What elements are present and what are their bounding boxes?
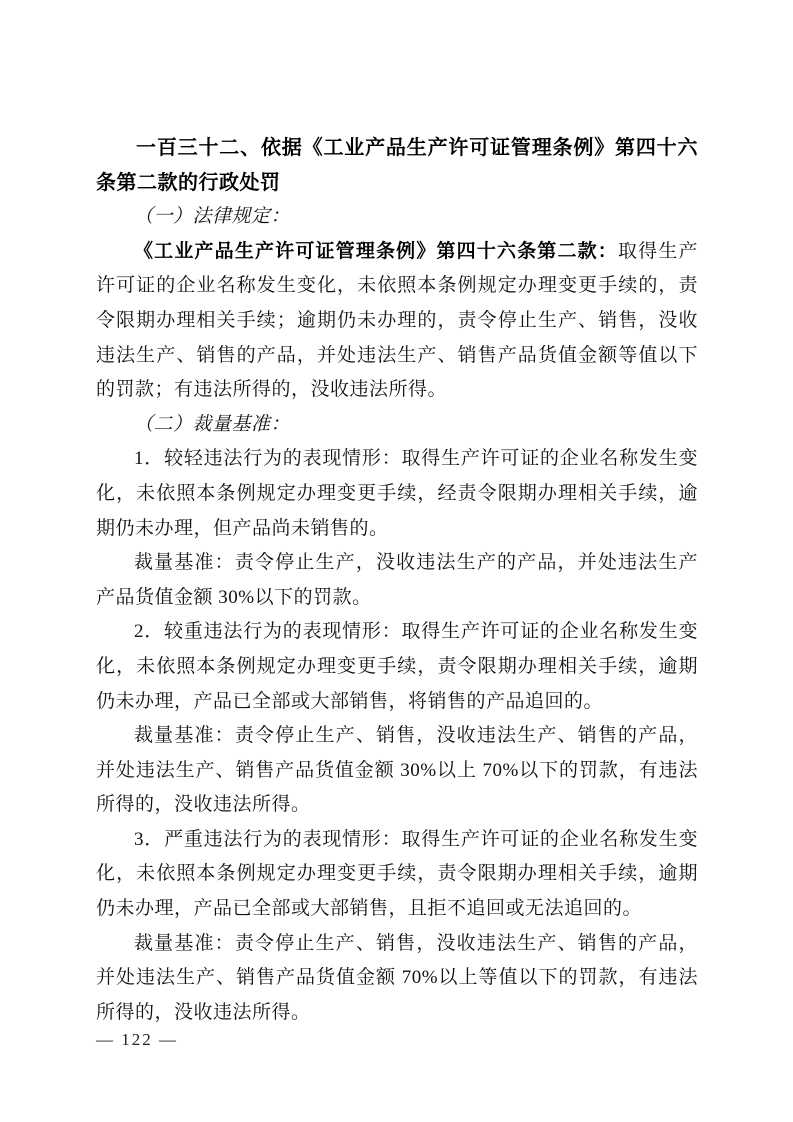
document-content — [96, 131, 698, 1030]
document-title: 一百三十二、依据《工业产品生产许可证管理条例》第四十六条第二款的行政处罚 — [96, 137, 698, 194]
item-2-standard-paragraph: 裁量基准：责令停止生产、销售，没收违法生产、销售的产品，并处违法生产、销售产品货值金额 30%以上 70%以下的罚款，有违法所得的，没收违法所得。 — [96, 725, 698, 816]
law-citation-lead: 《工业产品生产许可证管理条例》第四十六条第二款： — [134, 240, 618, 262]
section-2-heading: （二）裁量基准： — [134, 413, 291, 435]
item-3-standard-paragraph: 裁量基准：责令停止生产、销售，没收违法生产、销售的产品，并处违法生产、销售产品货值金额 70%以上等值以下的罚款，有违法所得的，没收违法所得。 — [96, 932, 698, 1023]
law-paragraph — [96, 235, 698, 408]
page-footer — [96, 1028, 178, 1052]
page-number: — 122 — — [96, 1030, 178, 1049]
item-3-situation-paragraph: 3．严重违法行为的表现情形：取得生产许可证的企业名称发生变化，未依照本条例规定办理变更手续，责令限期办理相关手续，逾期仍未办理，产品已全部或大部销售，且拒不追回或无法追回的。 — [96, 828, 698, 920]
item-1-situation-paragraph: 1．较轻违法行为的表现情形：取得生产许可证的企业名称发生变化，未依照本条例规定办理变更手续，经责令限期办理相关手续，逾期仍未办理，但产品尚未销售的。 — [96, 448, 698, 539]
item-2-situation-paragraph: 2．较重违法行为的表现情形：取得生产许可证的企业名称发生变化，未依照本条例规定办理变更手续，责令限期办理相关手续，逾期仍未办理，产品已全部或大部销售，将销售的产品追回的。 — [96, 621, 698, 712]
item-1-standard-paragraph: 裁量基准：责令停止生产，没收违法生产的产品，并处违法生产产品货值金额 30%以下的罚款。 — [96, 552, 698, 608]
section-1-heading: （一）法律规定： — [134, 206, 291, 228]
law-text: 取得生产许可证的企业名称发生变化，未依照本条例规定办理变更手续的，责令限期办理相关手续；逾期仍未办理的，责令停止生产、销售，没收违法生产、销售的产品，并处违法生产、销售产品货值金额等值以下的罚款；有违法所得的，没收违法所得。 — [96, 240, 698, 401]
